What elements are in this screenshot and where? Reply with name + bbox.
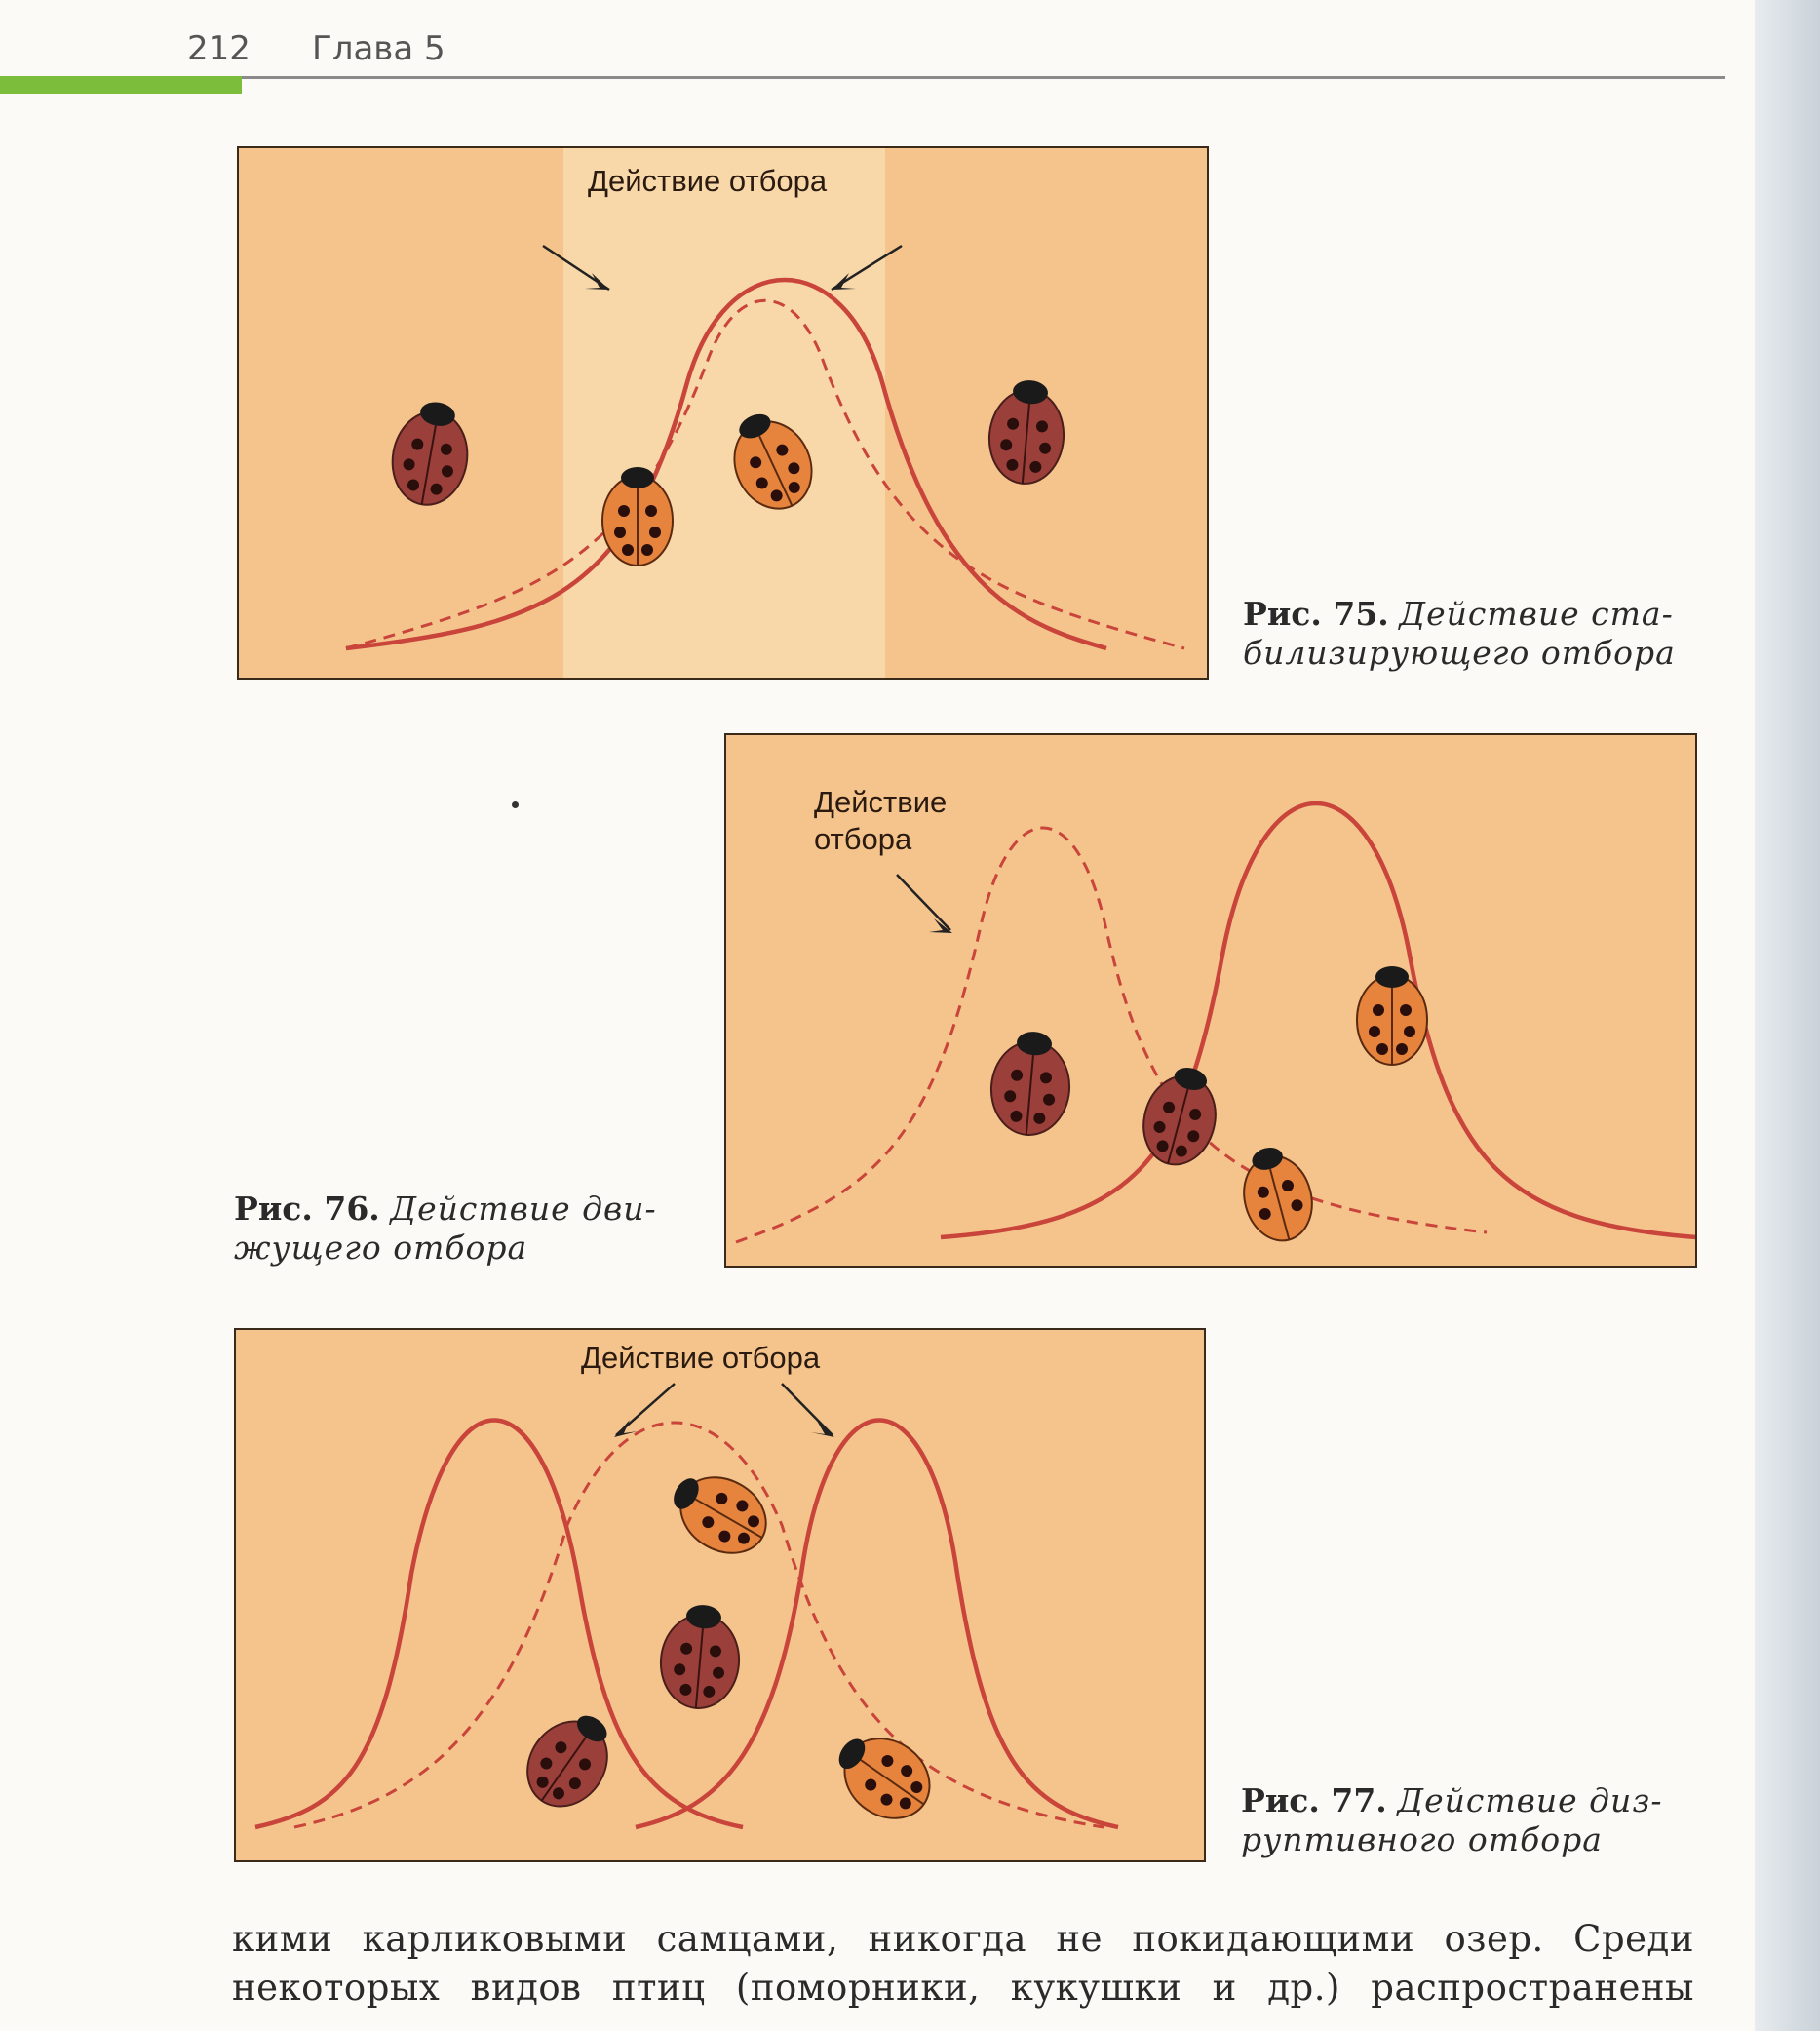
header-rule [242, 76, 1725, 79]
fig76-caption [234, 1190, 657, 1268]
fig77-caption [1241, 1781, 1662, 1859]
body-text-line-2: некоторых видов птиц (поморники, кукушки и др.) распространены [232, 1967, 1694, 2009]
page-edge-shadow [1755, 0, 1820, 2031]
fig76-arrow [897, 875, 950, 930]
fig77-caption-line1: Действие диз- [1397, 1781, 1663, 1819]
fig77-diagram [236, 1330, 1206, 1862]
fig77-ladybug-1 [659, 1458, 779, 1568]
fig76-resulting-distribution [941, 803, 1696, 1237]
fig75-label: Действие отбора [588, 164, 828, 198]
fig76-caption-line2: жущего отбора [234, 1229, 528, 1267]
chapter-title: Глава 5 [312, 29, 445, 68]
fig76-ladybug-2 [1134, 1060, 1227, 1173]
fig76-ladybug-1 [987, 1029, 1074, 1139]
fig77-arrow-right [782, 1384, 833, 1435]
fig77-label: Действие отбора [581, 1341, 821, 1375]
fig75-caption-line1: Действие ста- [1399, 595, 1674, 633]
fig77-arrowhead-left [614, 1420, 638, 1437]
fig76-ladybug-4 [1232, 1140, 1321, 1248]
fig75-caption [1243, 595, 1676, 673]
fig75-caption-number: Рис. 75. [1243, 595, 1389, 633]
fig77-ladybug-2 [657, 1602, 744, 1712]
fig75-caption-line2: билизирующего отбора [1243, 634, 1676, 672]
fig75-ladybug-4 [986, 377, 1068, 487]
fig77-caption-number: Рис. 77. [1241, 1781, 1387, 1819]
fig77-ladybug-4 [822, 1717, 945, 1834]
figure-directional-selection [724, 733, 1697, 1268]
fig76-caption-line1: Действие дви- [390, 1190, 657, 1228]
fig75-center-band [563, 148, 885, 680]
page-number: 212 [187, 29, 251, 68]
body-text-line-1: кими карликовыми самцами, никогда не покидающими озер. Среди [232, 1918, 1694, 1960]
fig77-arrowhead-right [811, 1421, 834, 1437]
header-accent-bar [0, 76, 242, 94]
figure-disruptive-selection [234, 1328, 1206, 1862]
figure-stabilizing-selection [237, 146, 1209, 680]
fig77-caption-line2: руптивного отбора [1241, 1820, 1603, 1858]
fig75-ladybug-1 [385, 396, 476, 511]
fig77-left-distribution [255, 1421, 743, 1828]
fig76-caption-number: Рис. 76. [234, 1190, 380, 1228]
fig75-diagram [239, 148, 1209, 680]
fig76-label: Действие отбора [814, 785, 948, 856]
stray-mark [512, 801, 519, 808]
